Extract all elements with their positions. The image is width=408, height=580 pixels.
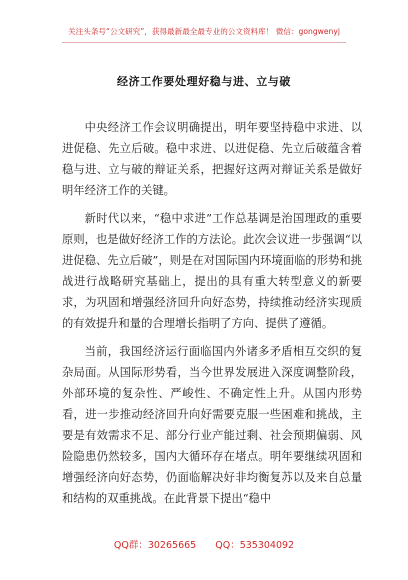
header-banner: 关注头条号“公文研究”，获得最新最全最专业的公文资料库！ 微信：gongwenyj	[68, 27, 340, 36]
paragraph-3: 当前，我国经济运行面临国内外诸多矛盾相互交织的复杂局面。从国际形势看，当今世界发展进入深度调整阶段，外部环境的复杂性、严峻性、不确定性上升。从国内形势看，进一步推动经济回升向好需要克服一些困难和挑战，主要是有效需求不足、部分行业产能过剩、社会预期偏弱、风险隐患仍然较多，国内大循环存在堵点。明年要继续巩固和增强经济向好态势，仍面临解决好非均衡复苏以及来自总量和结构的双重挑战。在此背景下提出“稳中	[62, 345, 362, 505]
document-body	[62, 117, 362, 516]
paragraph-2: 新时代以来，“稳中求进”工作总基调是治国理政的重要原则，也是做好经济工作的方法论。此次会议进一步强调“以进促稳、先立后破”，则是在对国际国内环境面临的形势和挑战进行战略研究基础上，提出的具有重大转型意义的新要求，为巩固和增强经济回升向好态势，持续推动经济实现质的有效提升和量的合理增长指明了方向、提供了遵循。	[62, 212, 362, 330]
footer-qq-group: QQ群：30265665	[113, 540, 197, 551]
footer-contact	[0, 537, 408, 551]
paragraph-1: 中央经济工作会议明确提出，明年要坚持稳中求进、以进促稳、先立后破。稳中求进、以进促稳、先立后破蕴含着稳与进、立与破的辩证关系，把握好这两对辩证关系是做好明年经济工作的关键。	[62, 121, 362, 197]
document-title: 经济工作要处理好稳与进、立与破	[117, 75, 291, 88]
header-divider	[62, 42, 346, 43]
footer-qq-number: QQ：535304092	[215, 540, 295, 551]
